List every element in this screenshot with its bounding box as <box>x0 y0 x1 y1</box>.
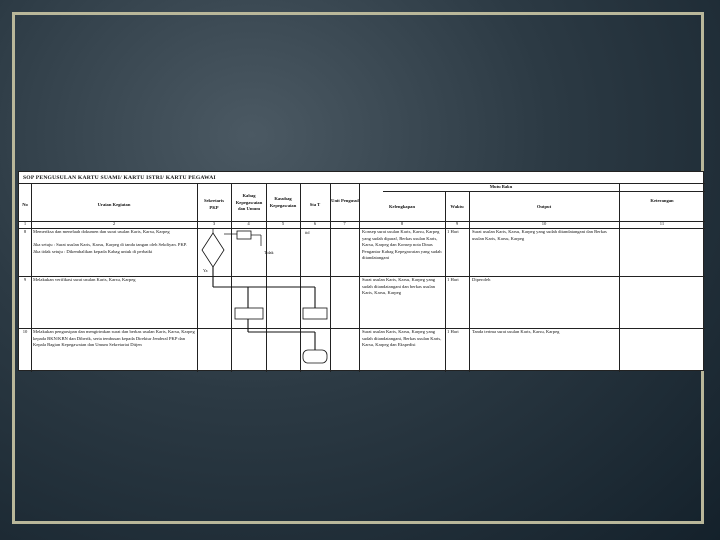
row-output: Tanda terima surat usulan Karis, Karsu, Karpeg <box>472 329 560 334</box>
header-waktu: Waktu <box>450 204 464 209</box>
header-mutu-baku: Mutu Baku <box>489 184 513 189</box>
header-kasubag: Kasubag Kepegawaian <box>269 196 297 208</box>
flow-label-ya: Ya <box>203 268 208 273</box>
column-number: 4 <box>247 221 250 226</box>
row-uraian: Melakukan pengarsipan dan mengirimkan surat dan berkas usulan Karis, Karsu, Karpeg kepada BKN/KBN dan Diberik, serta tembusan kepada Direktur Jenderal PKP dan Kepala Bagian Kepegawaian dan Umum Sekretariat Ditjen <box>33 329 195 348</box>
row-kelengkapan: Konsep surat usulan Karis, Karsu, Karpeg yang sudah diparaf, Berkas usulan Karis, Karsu, Karpeg dan Konsep nota Dinas Pengantar Kabag Kepegawaian yang sudah ditandatangani <box>362 229 442 261</box>
header-kabag: Kabag Kepegawaian dan Umum <box>235 193 263 212</box>
flow-label-ttd: ttd <box>305 230 310 235</box>
row-waktu: 1 Hari <box>447 229 459 234</box>
sop-title: SOP PENGUSULAN KARTU SUAMI/ KARTU ISTRI/ KARTU PEGAWAI <box>23 175 216 181</box>
header-unit: Unit Pengusul <box>331 198 359 203</box>
header-kelengkapan: Kelengkapan <box>388 204 416 209</box>
terminator-shape <box>303 350 327 363</box>
process-box <box>237 231 251 239</box>
header-no: No <box>22 202 28 207</box>
row-kelengkapan: Surat usulan Karis, Karsu, Karpeg yang sudah ditandatangani dan berkas usulan Karis, Karsu, Karpeg <box>362 277 436 296</box>
header-sekretaris: Sekretaris PKP <box>203 198 225 210</box>
header-staf: Sta T <box>309 202 321 207</box>
row-uraian: Melakukan verifikasi surat usulan Karis, Karsu, Karpeg <box>33 277 136 282</box>
column-number: 11 <box>659 221 665 226</box>
header-keterangan: Keterangan <box>650 198 674 203</box>
row-uraian: Memeriksa dan menelaah dokumen dan surat usulan Karis, Karsu, Karpeg Jika setuju : Surat usulan Karis, Karsu, Karpeg di tanda tangan oleh Sekdiyan. PKP. Jika tidak setuju : Dikembalikan kepada Kabag untuk di perbaiki <box>33 229 187 254</box>
column-number: 2 <box>112 221 116 226</box>
row-waktu: 1 Hari <box>447 277 459 282</box>
row-number: 9 <box>23 277 27 282</box>
column-number: 9 <box>455 221 459 226</box>
column-number: 8 <box>400 221 404 226</box>
column-number: 1 <box>23 221 27 226</box>
process-box <box>303 308 327 319</box>
column-number: 3 <box>212 221 216 226</box>
sop-table-sheet <box>18 171 704 371</box>
row-kelengkapan: Surat usulan Karis, Karsu, Karpeg yang sudah ditandatangani, Berkas usulan Karis, Karsu, Karpeg dan Ekspedisi <box>362 329 442 348</box>
row-output: Surat usulan Karis, Karsu, Karpeg yang sudah ditandatangani dan Berkas usulan Karis, Karsu, Karpeg <box>472 229 607 241</box>
header-uraian: Uraian Kegiatan <box>97 202 131 207</box>
column-number: 10 <box>541 221 547 226</box>
row-number: 10 <box>22 329 28 334</box>
header-output: Output <box>536 204 552 209</box>
column-number: 7 <box>343 221 346 226</box>
column-number: 6 <box>313 221 317 226</box>
decision-diamond <box>202 233 224 267</box>
row-output: Diperoleh <box>472 277 491 282</box>
flow-label-tidak: Tidak <box>264 250 274 255</box>
row-number: 8 <box>23 229 27 234</box>
row-waktu: 1 Hari <box>447 329 459 334</box>
process-box <box>235 308 263 319</box>
process-flowchart <box>19 172 705 372</box>
column-number: 5 <box>281 221 285 226</box>
